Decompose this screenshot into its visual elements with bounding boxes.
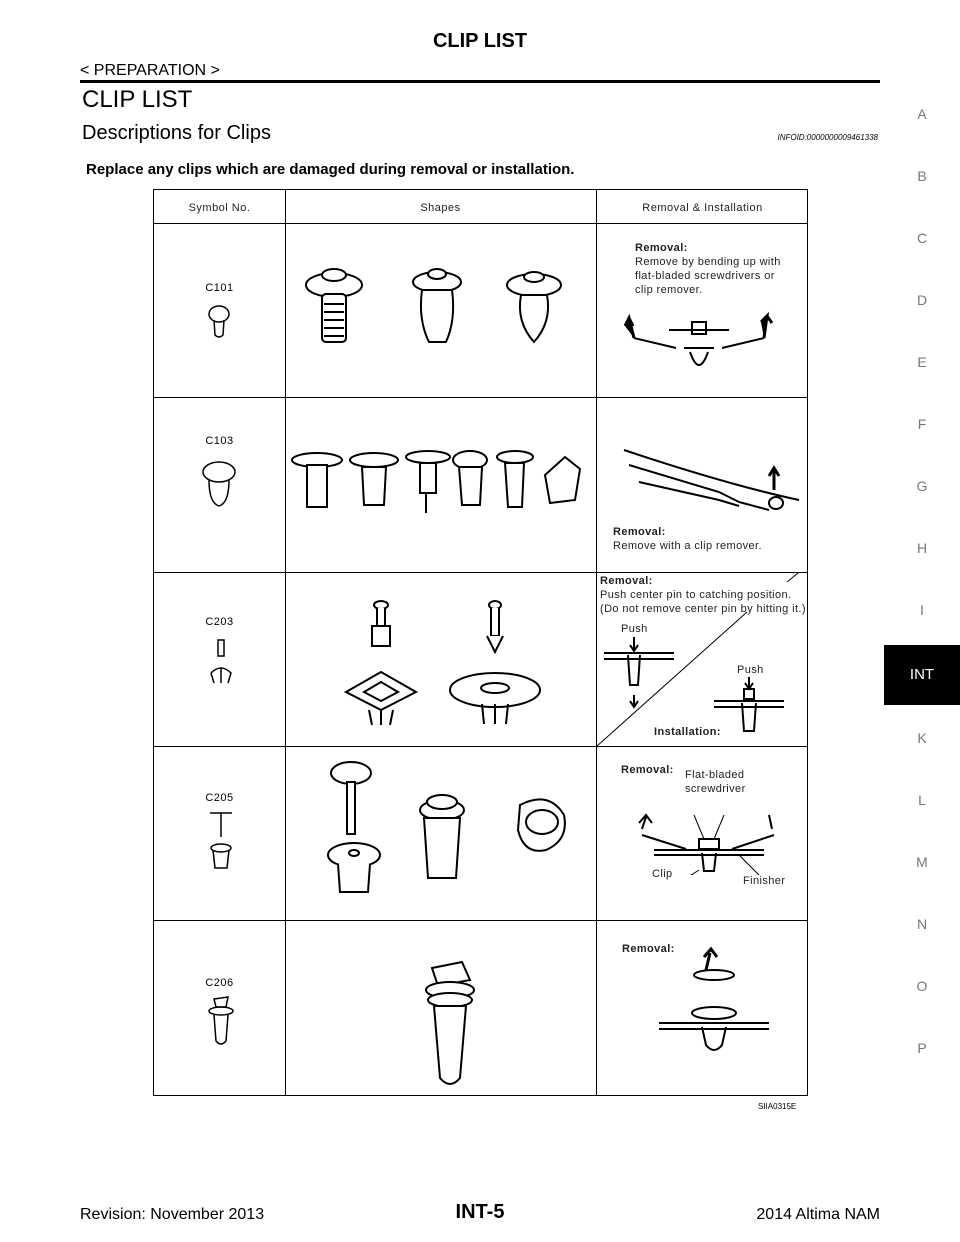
index-letter[interactable]: K <box>917 730 927 746</box>
page-heading: CLIP LIST <box>82 86 193 113</box>
removal-text-line: Remove by bending up with <box>635 256 781 268</box>
index-letter-active[interactable]: INT <box>884 645 960 705</box>
removal-text-line: (Do not remove center pin by hitting it.) <box>600 603 806 615</box>
clip-c206-shapes-illustration <box>414 960 489 1090</box>
tool-label-line: Flat-bladed <box>685 769 745 781</box>
clip-c203-symbol-icon <box>206 638 236 693</box>
clip-c103-symbol-icon <box>199 458 239 513</box>
push-label: Push <box>621 623 648 635</box>
removal-label: Removal: <box>600 575 653 587</box>
index-letter[interactable]: G <box>916 478 928 494</box>
tool-label-line: screwdriver <box>685 783 746 795</box>
row-divider <box>154 397 807 398</box>
index-letter[interactable]: P <box>917 1040 927 1056</box>
row-divider <box>154 746 807 747</box>
index-letter[interactable]: M <box>916 854 928 870</box>
index-letter[interactable]: D <box>916 292 928 308</box>
removal-text-line: Push center pin to catching position. <box>600 589 792 601</box>
index-letter[interactable]: F <box>917 416 927 432</box>
column-divider <box>285 190 286 1095</box>
clip-c205-symbol-icon <box>206 810 236 875</box>
index-letter[interactable]: B <box>917 168 927 184</box>
symbol-label: C103 <box>205 435 234 447</box>
removal-label: Removal: <box>635 242 688 254</box>
clip-c101-symbol-icon <box>204 302 234 342</box>
column-header-shapes: Shapes <box>420 202 461 214</box>
installation-label: Installation: <box>654 726 721 738</box>
column-header-symbol: Symbol No. <box>188 202 251 214</box>
clip-c101-removal-diagram <box>624 308 784 378</box>
running-header-section: < PREPARATION > <box>80 62 220 79</box>
removal-text-line: Remove with a clip remover. <box>613 540 762 552</box>
clip-callout-label: Clip <box>652 868 673 880</box>
clip-remover-tool-illustration <box>619 430 804 525</box>
symbol-label: C101 <box>205 282 234 294</box>
removal-label: Removal: <box>613 526 666 538</box>
removal-label: Removal: <box>622 943 675 955</box>
removal-text-line: clip remover. <box>635 284 703 296</box>
c205-removal-diagram <box>624 795 794 875</box>
clip-c103-shapes-illustration <box>290 445 595 520</box>
c203-removal-diagram <box>604 635 679 710</box>
c206-removal-diagram <box>654 945 774 1065</box>
clip-c206-symbol-icon <box>206 995 236 1050</box>
symbol-label: C205 <box>205 792 234 804</box>
index-letter[interactable]: L <box>918 792 926 808</box>
clip-c101-shapes-illustration <box>294 260 584 360</box>
index-letter[interactable]: O <box>916 978 928 994</box>
footer-revision: Revision: November 2013 <box>80 1206 265 1223</box>
footer-model: 2014 Altima NAM <box>756 1206 880 1223</box>
figure-code: SIIA0315E <box>758 1102 797 1111</box>
clip-c205-shapes-illustration <box>324 760 584 895</box>
column-header-removal: Removal & Installation <box>642 202 763 214</box>
info-id: INFOID:0000000009461338 <box>777 133 878 142</box>
finisher-callout-label: Finisher <box>743 875 786 887</box>
index-letter[interactable]: E <box>917 354 927 370</box>
removal-text-line: flat-bladed screwdrivers or <box>635 270 775 282</box>
footer-page-number: INT-5 <box>455 1201 505 1223</box>
index-letter[interactable]: C <box>916 230 928 246</box>
index-letter[interactable]: A <box>917 106 927 122</box>
push-label: Push <box>737 664 764 676</box>
symbol-label: C203 <box>205 616 234 628</box>
index-letter[interactable]: N <box>916 916 928 932</box>
clip-table <box>153 189 808 1096</box>
index-letter[interactable]: I <box>920 602 924 618</box>
instruction-text: Replace any clips which are damaged during removal or installation. <box>86 161 575 178</box>
running-header-title: CLIP LIST <box>432 30 528 52</box>
clip-c203-shapes-illustration <box>344 600 554 730</box>
row-divider <box>154 920 807 921</box>
symbol-label: C206 <box>205 977 234 989</box>
removal-label: Removal: <box>621 764 674 776</box>
header-rule <box>80 80 880 83</box>
c203-installation-diagram <box>709 677 789 737</box>
sub-heading: Descriptions for Clips <box>82 122 271 144</box>
index-letter[interactable]: H <box>916 540 928 556</box>
